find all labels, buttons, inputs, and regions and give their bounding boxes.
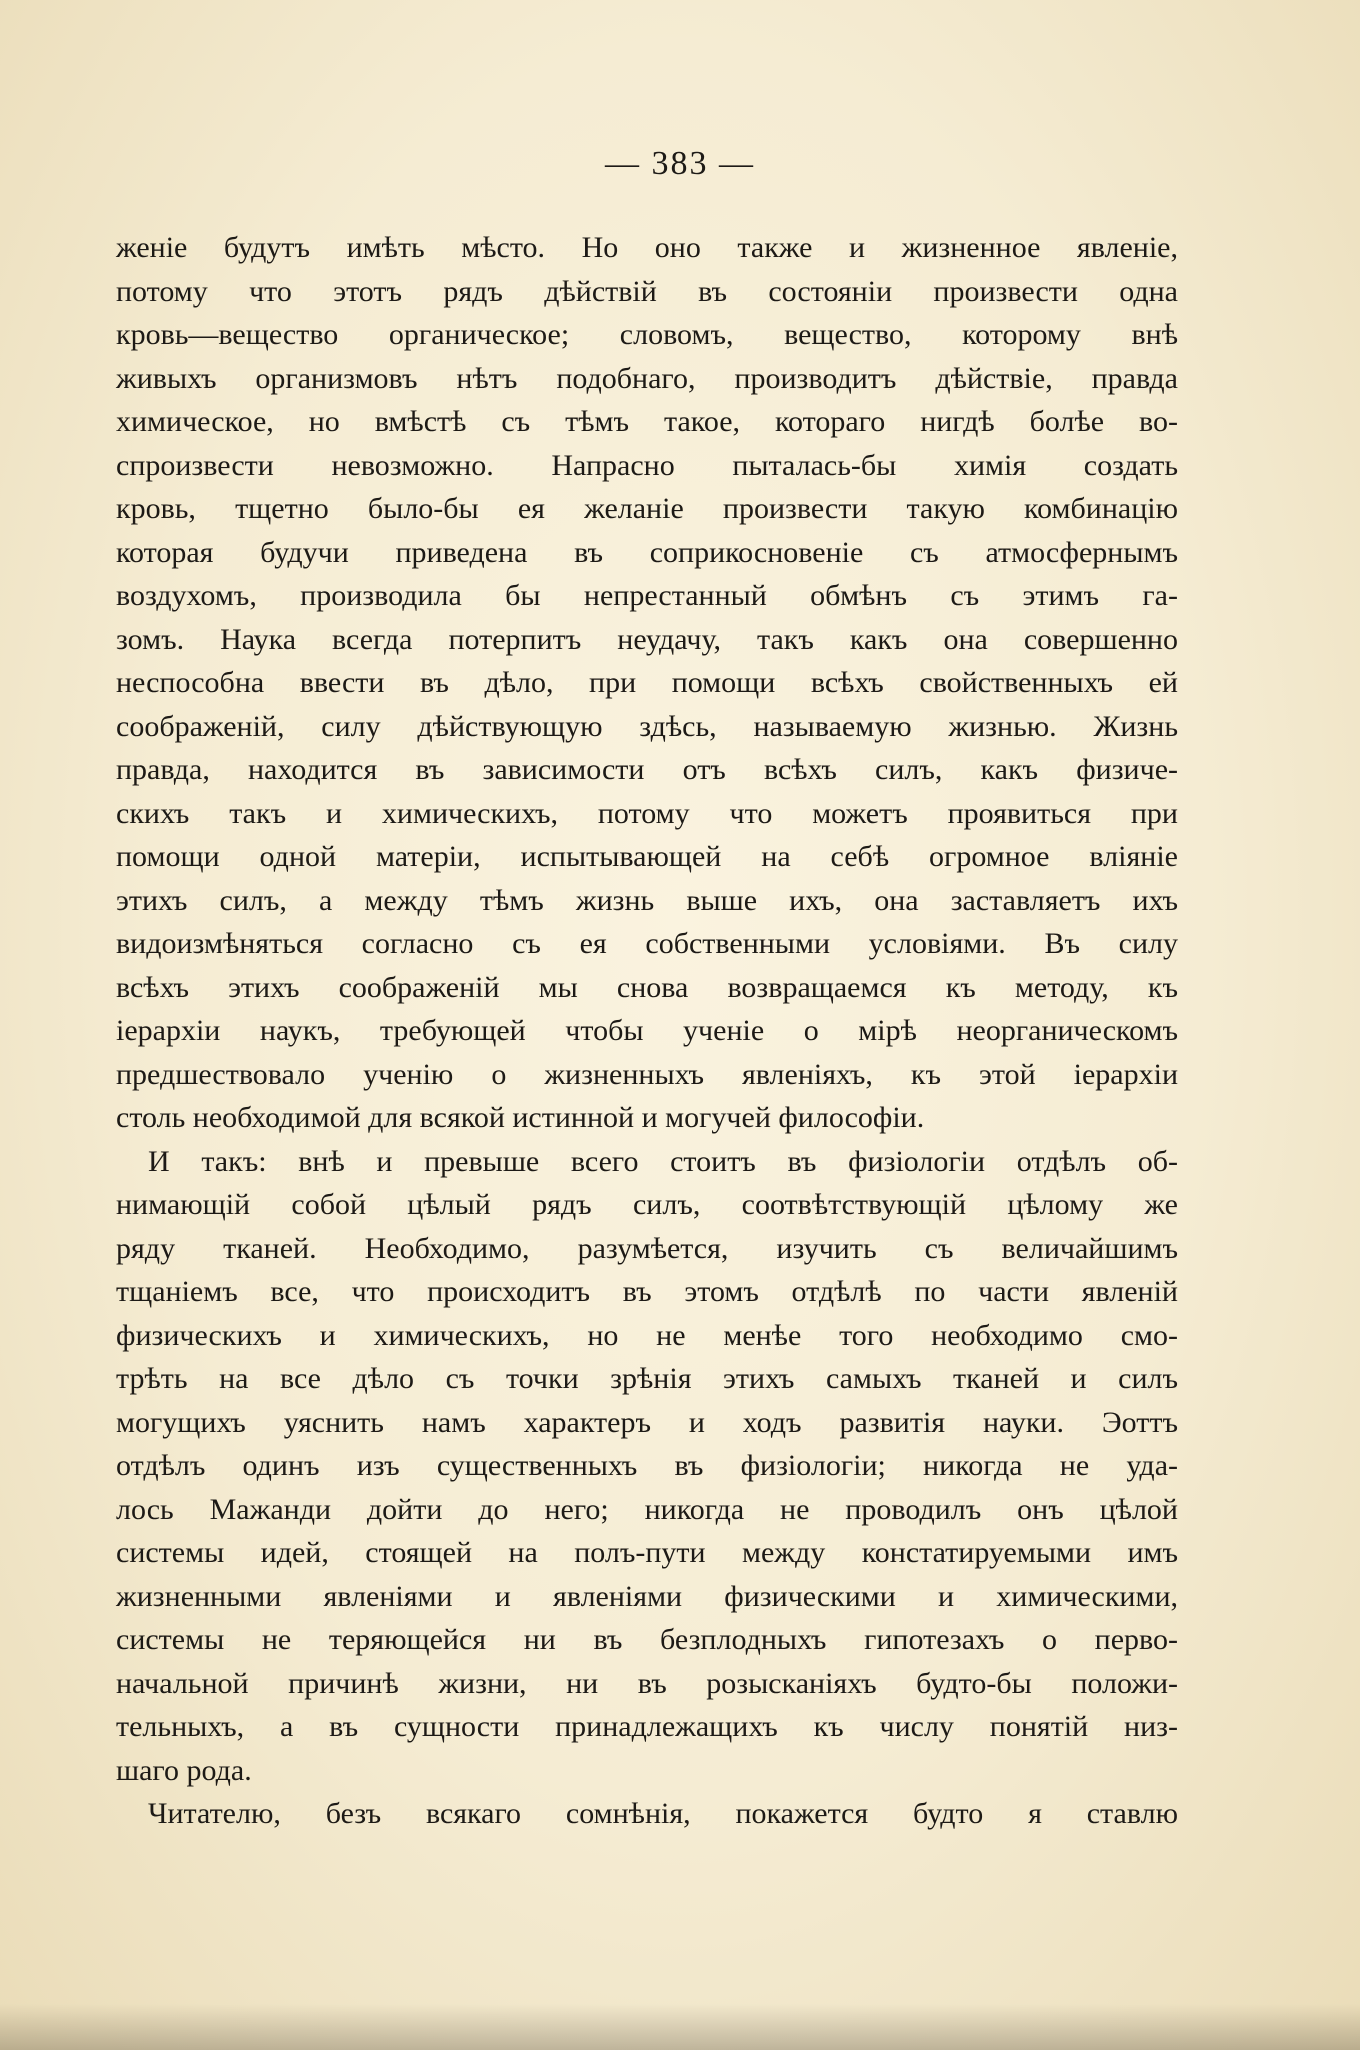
paragraph-3 [116, 1792, 1178, 1836]
text-line: тщаніемъ все, что происходитъ въ этомъ отдѣлѣ по части явленій [116, 1275, 1178, 1308]
text-line: могущихъ уяснить намъ характеръ и ходъ развитія науки. Эоттъ [116, 1405, 1178, 1439]
text-line: помощи одной матеріи, испытывающей на себѣ огромное вліяніе [116, 840, 1178, 873]
text-line: начальной причинѣ жизни, ни въ розысканіяхъ будто-бы положи- [116, 1666, 1178, 1700]
text-line: трѣть на все дѣло съ точки зрѣнія этихъ самыхъ тканей и силъ [116, 1362, 1178, 1395]
text-line: системы не теряющейся ни въ безплодныхъ гипотезахъ о перво- [116, 1623, 1178, 1656]
text-line: Читателю, безъ всякаго сомнѣнія, покажется будто я ставлю [148, 1797, 1178, 1830]
text-line: правда, находится въ зависимости отъ всѣхъ силъ, какъ физиче- [116, 753, 1178, 786]
text-line: предшествовало ученію о жизненныхъ явленіяхъ, къ этой іерархіи [116, 1057, 1178, 1091]
text-line: іерархіи наукъ, требующей чтобы ученіе о мірѣ неорганическомъ [116, 1014, 1178, 1047]
page-number-header: — 383 — [605, 145, 755, 182]
text-line: кровь, тщетно было-бы ея желаніе произвести такую комбинацію [116, 492, 1178, 525]
text-line: столь необходимой для всякой истинной и могучей философіи. [116, 1101, 925, 1134]
text-line: кровь—вещество органическое; словомъ, вещество, которому внѣ [116, 318, 1178, 351]
text-line: неспособна ввести въ дѣло, при помощи всѣхъ свойственныхъ ей [116, 666, 1178, 699]
text-line: отдѣлъ одинъ изъ существенныхъ въ физіологіи; никогда не уда- [116, 1449, 1178, 1482]
text-line: потому что этотъ рядъ дѣйствій въ состояніи произвести одна [116, 274, 1178, 308]
paragraph-2 [116, 1140, 1178, 1793]
text-line: спроизвести невозможно. Напрасно пыталась-бы химія создать [116, 448, 1178, 482]
text-line: воздухомъ, производила бы непрестанный обмѣнъ съ этимъ га- [116, 579, 1178, 612]
text-line: жизненными явленіями и явленіями физическими и химическими, [116, 1579, 1178, 1613]
text-line: видоизмѣняться согласно съ ея собственными условіями. Въ силу [116, 927, 1178, 960]
paragraph-1 [116, 226, 1178, 1140]
text-line: всѣхъ этихъ соображеній мы снова возвращаемся къ методу, къ [116, 970, 1178, 1004]
text-line: системы идей, стоящей на полъ-пути между констатируемыми имъ [116, 1536, 1178, 1569]
text-line: шаго рода. [116, 1753, 252, 1787]
text-line: этихъ силъ, а между тѣмъ жизнь выше ихъ, она заставляетъ ихъ [116, 883, 1178, 917]
text-line: нимающій собой цѣлый рядъ силъ, соотвѣтствующій цѣлому же [116, 1188, 1178, 1221]
text-line: скихъ такъ и химическихъ, потому что можетъ проявиться при [116, 796, 1178, 830]
text-line: ряду тканей. Необходимо, разумѣется, изучить съ величайшимъ [116, 1231, 1178, 1265]
text-line: И такъ: внѣ и превыше всего стоитъ въ физіологіи отдѣлъ об- [148, 1144, 1178, 1178]
text-line: соображеній, силу дѣйствующую здѣсь, называемую жизнью. Жизнь [116, 709, 1178, 743]
text-line: химическое, но вмѣстѣ съ тѣмъ такое, котораго нигдѣ болѣе во- [116, 405, 1178, 438]
text-line: тельныхъ, а въ сущности принадлежащихъ къ числу понятій низ- [116, 1710, 1178, 1743]
text-line: которая будучи приведена въ соприкосновеніе съ атмосфернымъ [116, 535, 1178, 569]
text-line: зомъ. Наука всегда потерпитъ неудачу, такъ какъ она совершенно [116, 622, 1178, 656]
text-body [116, 226, 1178, 1836]
text-line: женіе будутъ имѣть мѣсто. Но оно также и жизненное явленіе, [116, 231, 1178, 264]
page-edge-shadow [0, 2004, 1360, 2050]
text-line: живыхъ организмовъ нѣтъ подобнаго, производитъ дѣйствіе, правда [116, 361, 1178, 395]
text-line: физическихъ и химическихъ, но не менѣе того необходимо смо- [116, 1318, 1178, 1352]
text-line: лось Мажанди дойти до него; никогда не проводилъ онъ цѣлой [116, 1492, 1178, 1526]
